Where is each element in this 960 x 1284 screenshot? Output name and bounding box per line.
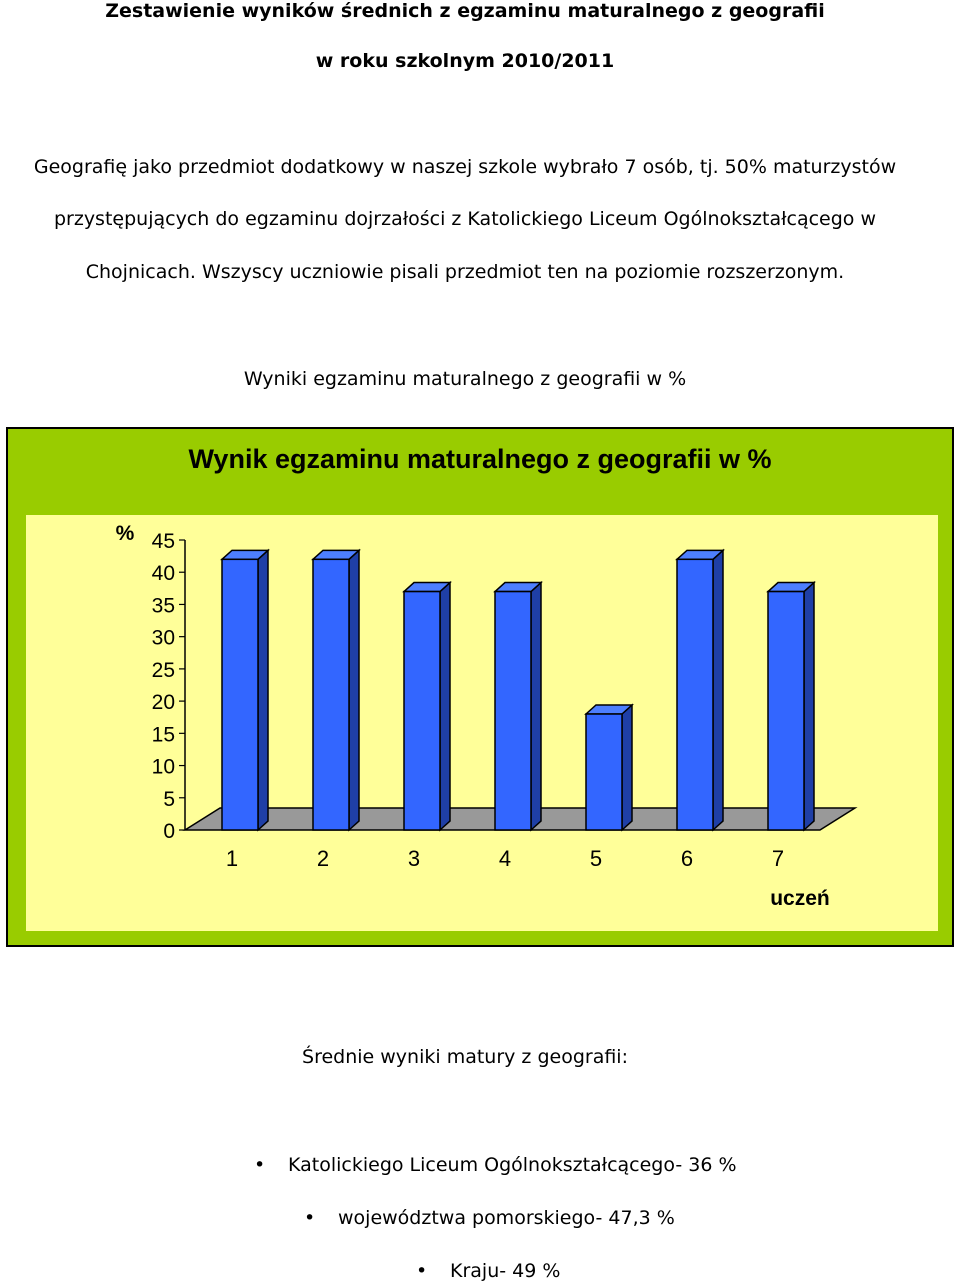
y-tick-label: 40 xyxy=(151,562,175,586)
x-tick-label: 3 xyxy=(407,846,421,871)
x-tick-label: 7 xyxy=(771,846,785,871)
bullet-icon: • xyxy=(304,1207,316,1229)
document-subtitle: w roku szkolnym 2010/2011 xyxy=(315,50,615,72)
bar xyxy=(495,592,531,830)
bar xyxy=(313,559,349,830)
chart-title: Wynik egzaminu maturalnego z geografii w % xyxy=(188,444,772,474)
bar-side xyxy=(440,583,450,830)
x-tick-label: 5 xyxy=(589,846,603,871)
y-tick-label: 10 xyxy=(151,755,175,779)
intro-line-2: przystępujących do egzaminu dojrzałości z Katolickiego Liceum Ogólnokształcącego w xyxy=(53,208,877,230)
y-tick-label: 35 xyxy=(151,594,175,618)
summary-item-label: województwa pomorskiego- 47,3 % xyxy=(338,1207,675,1229)
bar-side xyxy=(804,583,814,830)
intro-line-1: Geografię jako przedmiot dodatkowy w naszej szkole wybrało 7 osób, tj. 50% maturzystów xyxy=(33,156,897,178)
document-title: Zestawienie wyników średnich z egzaminu maturalnego z geografii xyxy=(105,0,825,22)
bar xyxy=(768,592,804,830)
x-tick-label: 2 xyxy=(316,846,330,871)
summary-item-label: Kraju- 49 % xyxy=(450,1260,561,1282)
y-tick-label: 20 xyxy=(151,691,175,715)
x-axis-label: uczeń xyxy=(770,887,830,910)
bar-side xyxy=(349,550,359,830)
chart-caption: Wyniki egzaminu maturalnego z geografii w % xyxy=(243,368,687,390)
y-tick-label: 45 xyxy=(151,530,175,553)
y-axis-label: % xyxy=(115,522,135,545)
bar-side xyxy=(258,550,268,830)
y-tick-label: 15 xyxy=(151,723,175,747)
bar xyxy=(404,592,440,830)
summary-heading: Średnie wyniki matury z geografii: xyxy=(302,1046,628,1068)
bar xyxy=(677,559,713,830)
bar-side xyxy=(531,583,541,830)
bar xyxy=(586,714,622,830)
summary-item-country xyxy=(416,1260,561,1282)
intro-line-3: Chojnicach. Wszyscy uczniowie pisali przedmiot ten na poziomie rozszerzonym. xyxy=(85,261,845,283)
y-tick-label: 5 xyxy=(163,787,175,811)
bar xyxy=(222,559,258,830)
bar-side xyxy=(622,705,632,830)
summary-item-voivodeship xyxy=(304,1207,675,1229)
summary-item-school xyxy=(254,1154,737,1176)
bullet-icon: • xyxy=(254,1154,266,1176)
y-tick-label: 0 xyxy=(163,820,175,843)
x-tick-label: 1 xyxy=(225,846,239,871)
summary-item-label: Katolickiego Liceum Ogólnokształcącego- 36 % xyxy=(288,1154,737,1176)
bullet-icon: • xyxy=(416,1260,428,1282)
y-tick-label: 30 xyxy=(151,626,175,650)
x-tick-label: 6 xyxy=(680,846,694,871)
y-tick-label: 25 xyxy=(151,658,175,682)
x-tick-label: 4 xyxy=(498,846,512,871)
bar-side xyxy=(713,550,723,830)
